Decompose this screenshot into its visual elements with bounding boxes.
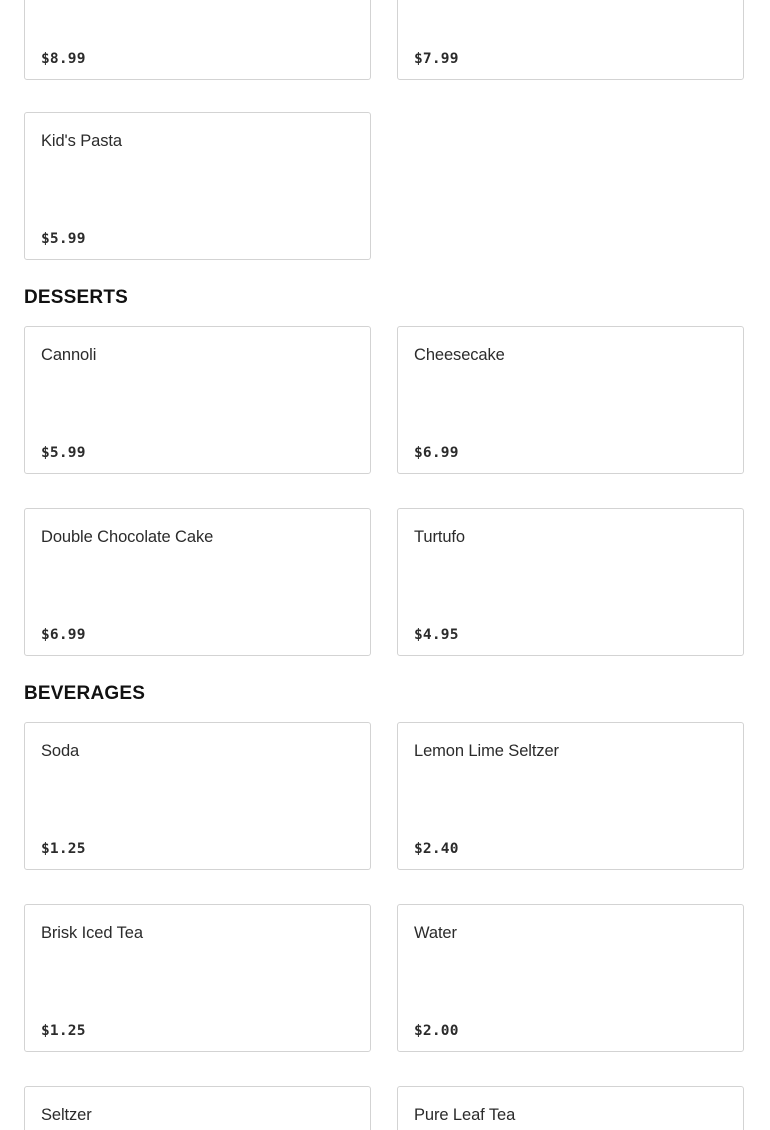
menu-item-name: Double Chocolate Cake bbox=[41, 528, 214, 546]
menu-item-price: $2.00 bbox=[414, 1023, 459, 1039]
menu-item-name: Cannoli bbox=[41, 346, 97, 364]
menu-item-price: $6.99 bbox=[414, 445, 459, 461]
menu-item-name: Soda bbox=[41, 742, 80, 760]
menu-item-price: $1.25 bbox=[41, 841, 86, 857]
menu-item-card[interactable] bbox=[24, 1086, 371, 1130]
menu-item-card[interactable] bbox=[24, 0, 371, 80]
menu-item-name: Turtufo bbox=[414, 528, 465, 546]
menu-item-name: Kid's Pasta bbox=[41, 132, 122, 150]
menu-item-name: Pure Leaf Tea bbox=[414, 1106, 516, 1124]
menu-item-card[interactable] bbox=[24, 508, 371, 656]
menu-item-card[interactable] bbox=[397, 1086, 744, 1130]
menu-item-name: Cheesecake bbox=[414, 346, 505, 364]
menu-item-price: $5.99 bbox=[41, 231, 86, 247]
menu-item-card[interactable] bbox=[24, 904, 371, 1052]
menu-item-price: $8.99 bbox=[41, 51, 86, 67]
menu-item-name: Lemon Lime Seltzer bbox=[414, 742, 559, 760]
menu-item-card[interactable] bbox=[397, 326, 744, 474]
menu-item-card[interactable] bbox=[24, 326, 371, 474]
menu-item-card[interactable] bbox=[397, 904, 744, 1052]
menu-item-card[interactable] bbox=[24, 722, 371, 870]
menu-item-price: $4.95 bbox=[414, 627, 459, 643]
menu-item-price: $2.40 bbox=[414, 841, 459, 857]
section-title-desserts: DESSERTS bbox=[24, 287, 129, 308]
menu-item-name: Water bbox=[414, 924, 457, 942]
section-title-beverages: BEVERAGES bbox=[24, 683, 146, 704]
menu-item-card[interactable] bbox=[397, 508, 744, 656]
menu-item-price: $7.99 bbox=[414, 51, 459, 67]
menu-item-price: $5.99 bbox=[41, 445, 86, 461]
menu-item-price: $6.99 bbox=[41, 627, 86, 643]
menu-item-card[interactable] bbox=[397, 0, 744, 80]
menu-item-name: Brisk Iced Tea bbox=[41, 924, 143, 942]
menu-item-card[interactable] bbox=[397, 722, 744, 870]
menu-item-price: $1.25 bbox=[41, 1023, 86, 1039]
menu-item-name: Seltzer bbox=[41, 1106, 92, 1124]
menu-item-card[interactable] bbox=[24, 112, 371, 260]
